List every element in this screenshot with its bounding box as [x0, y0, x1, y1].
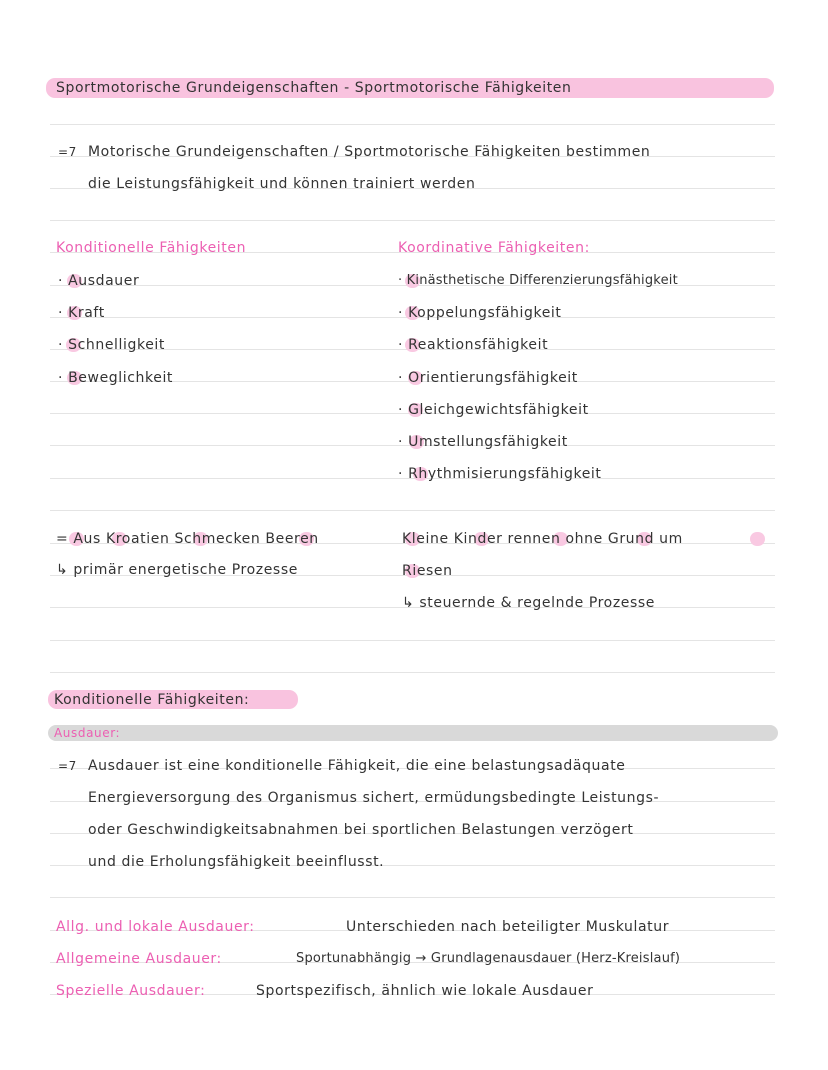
konditionelle-item: · Ausdauer	[58, 273, 140, 289]
koordinative-note: ↳ steuernde & regelnde Prozesse	[402, 595, 656, 611]
konditionelle-item: · Kraft	[58, 305, 105, 321]
koordinative-mnemonic-cont: Riesen	[402, 563, 453, 579]
term-text: Sportspezifisch, ähnlich wie lokale Ausdauer	[256, 983, 594, 999]
definition-line: oder Geschwindigkeitsabnahmen bei sportlichen Belastungen verzögert	[88, 822, 634, 838]
term-label: Spezielle Ausdauer:	[56, 983, 206, 999]
koordinative-item: · Kinästhetische Differenzierungsfähigkeit	[398, 273, 678, 288]
konditionelle-heading: Konditionelle Fähigkeiten	[56, 240, 247, 256]
page-title: Sportmotorische Grundeigenschaften - Sportmotorische Fähigkeiten	[56, 80, 572, 96]
koordinative-item: · Umstellungsfähigkeit	[398, 434, 568, 450]
koordinative-heading: Koordinative Fähigkeiten:	[398, 240, 590, 256]
koordinative-item: · Orientierungsfähigkeit	[398, 370, 578, 386]
definition-arrow: =7	[58, 759, 77, 773]
intro-line-1: Motorische Grundeigenschaften / Sportmotorische Fähigkeiten bestimmen	[88, 144, 651, 160]
intro-line-2: die Leistungsfähigkeit und können trainiert werden	[88, 176, 476, 192]
koordinative-item: · Rhythmisierungsfähigkeit	[398, 466, 602, 482]
konditionelle-note: ↳ primär energetische Prozesse	[56, 562, 298, 578]
intro-arrow: =7	[58, 145, 77, 159]
term-label: Allgemeine Ausdauer:	[56, 951, 222, 967]
koordinative-item: · Koppelungsfähigkeit	[398, 305, 562, 321]
konditionelle-item: · Schnelligkeit	[58, 337, 165, 353]
term-label: Allg. und lokale Ausdauer:	[56, 919, 255, 935]
koordinative-item: · Gleichgewichtsfähigkeit	[398, 402, 589, 418]
letter-highlight	[750, 532, 765, 546]
koordinative-item: · Reaktionsfähigkeit	[398, 337, 549, 353]
koordinative-mnemonic: Kleine Kinder rennen ohne Grund um	[402, 531, 683, 547]
konditionelle-mnemonic: = Aus Kroatien Schmecken Beeren	[56, 531, 319, 547]
subheading-highlight	[48, 725, 778, 741]
section-heading: Konditionelle Fähigkeiten:	[54, 692, 250, 708]
section-subheading: Ausdauer:	[54, 726, 121, 740]
definition-line: Energieversorgung des Organismus sichert, ermüdungsbedingte Leistungs-	[88, 790, 660, 806]
term-text: Unterschieden nach beteiligter Muskulatur	[346, 919, 670, 935]
term-text: Sportunabhängig → Grundlagenausdauer (Herz-Kreislauf)	[296, 951, 681, 966]
definition-line: und die Erholungsfähigkeit beeinflusst.	[88, 854, 385, 870]
konditionelle-item: · Beweglichkeit	[58, 370, 174, 386]
definition-line: Ausdauer ist eine konditionelle Fähigkeit, die eine belastungsadäquate	[88, 758, 626, 774]
